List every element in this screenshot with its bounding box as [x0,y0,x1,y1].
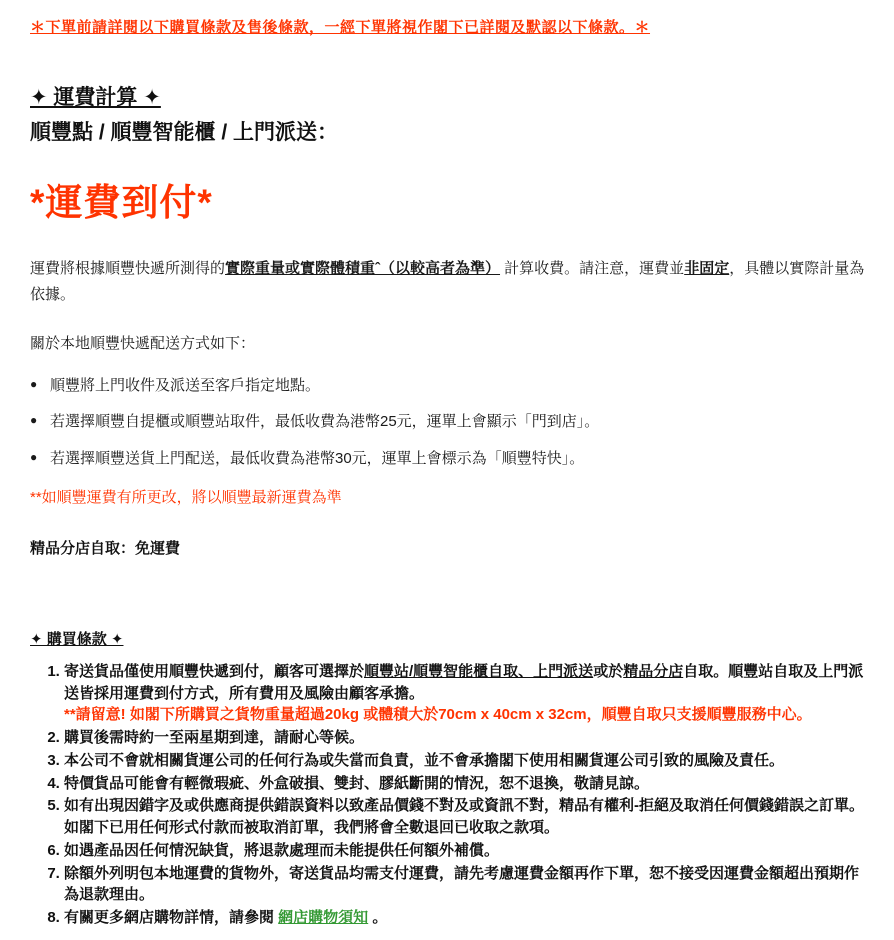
bullet-icon: ● [30,376,38,391]
term-item-1 [64,661,866,726]
purchase-terms-heading: ✦ 購買條款 ✦ [30,630,124,648]
term-item-3: 3. 本公司不會就相關貨運公司的任何行為或失當而負責，並不會承擔閣下使用相關貨運公司引致的風險及責任。 [64,750,866,772]
term-item-4: 4. 特價貨品可能會有輕微瑕疵、外盒破損、雙封、膠紙斷開的情況，恕不退換，敬請見諒。 [64,773,866,795]
list-item-text: 順豐將上門收件及派送至客戶指定地點。 [50,376,321,394]
list-item [30,448,866,470]
delivery-intro-line: 關於本地順豐快遞配送方式如下： [30,334,256,352]
freight-collect-title: *運費到付* [30,182,213,223]
list-item-text: 若選擇順豐自提櫃或順豐站取件，最低收費為港幣25元，運單上會顯示「門到店」。 [50,413,600,431]
list-item [30,411,866,433]
bullet-icon: ● [30,413,38,428]
weight-limit-warning: **請留意! 如閣下所購買之貨物重量超過20kg 或體積大於70cm x 40cm x 32cm，順豐自取只支援順豐服務中心。 [64,706,812,724]
paragraph-text: ，具體以實際計量為依據。 [30,260,865,303]
delivery-methods-list [30,375,866,470]
list-item-text: 若選擇順豐送貨上門配送，最低收費為港幣30元，運單上會標示為「順豐特快」。 [50,450,585,468]
paragraph-underlined-text: 非固定 [684,260,730,277]
term-item-8 [64,907,866,929]
term-text: 或於 [593,662,624,680]
pre-order-notice: ＊下單前請詳閱以下購買條款及售後條款，一經下單將視作閣下已詳閱及默認以下條款。＊ [30,19,651,36]
term-item-6: 6. 如遇產品因任何情況缺貨，將退款處理而未能提供任何額外補償。 [64,840,866,862]
delivery-methods-subheading: 順豐點 / 順豐智能櫃 / 上門派送： [30,121,339,144]
term-text: 自取。順豐站自取及上門派送皆採用運費到付方式，所有費用及風險由顧客承擔。 [64,662,864,702]
term-item-7: 7. 除額外列明包本地運費的貨物外，寄送貨品均需支付運費，請先考慮運費金額再作下單，恕不接受因運費金額超出預期作為退款理由。 [64,863,866,907]
term-item-2: 2. 購買後需時約一至兩星期到達，請耐心等候。 [64,727,866,749]
term-item-5: 5. 如有出現因錯字及或供應商提供錯誤資料以致產品價錢不對及或資訊不對，精品有權利-拒絕及取消任何價錢錯誤之訂單。如閣下已用任何形式付款而被取消訂單，我們將會全數退回已收取之款項。 [64,795,866,839]
shipping-calc-heading: ✦ 運費計算 ✦ [30,86,161,109]
term-underlined-text: 精品分店 [623,662,684,680]
paragraph-text: 運費將根據順豐快遞所測得的 [30,260,226,277]
store-pickup-line: 精品分店自取：免運費 [30,539,181,557]
shop-guide-link[interactable]: 網店購物須知 [278,909,369,927]
term-text: 。 [368,909,388,927]
fee-update-note: **如順豐運費有所更改，將以順豐最新運費為準 [30,488,342,506]
term-underlined-text: 順豐站/順豐智能櫃自取、上門派送 [364,662,594,680]
bullet-icon: ● [30,450,38,465]
term-text: 寄送貨品僅使用順豐快遞到付，顧客可選擇於 [64,662,365,680]
paragraph-text: 計算收費。請注意，運費並 [500,260,685,277]
list-item [30,375,866,397]
term-text: 有關更多網店購物詳情，請參閱 [64,909,279,927]
freight-basis-paragraph [30,256,866,308]
purchase-terms-list [30,661,866,929]
paragraph-underlined-text: 實際重量或實際體積重ˆ（以較高者為準） [225,260,501,277]
